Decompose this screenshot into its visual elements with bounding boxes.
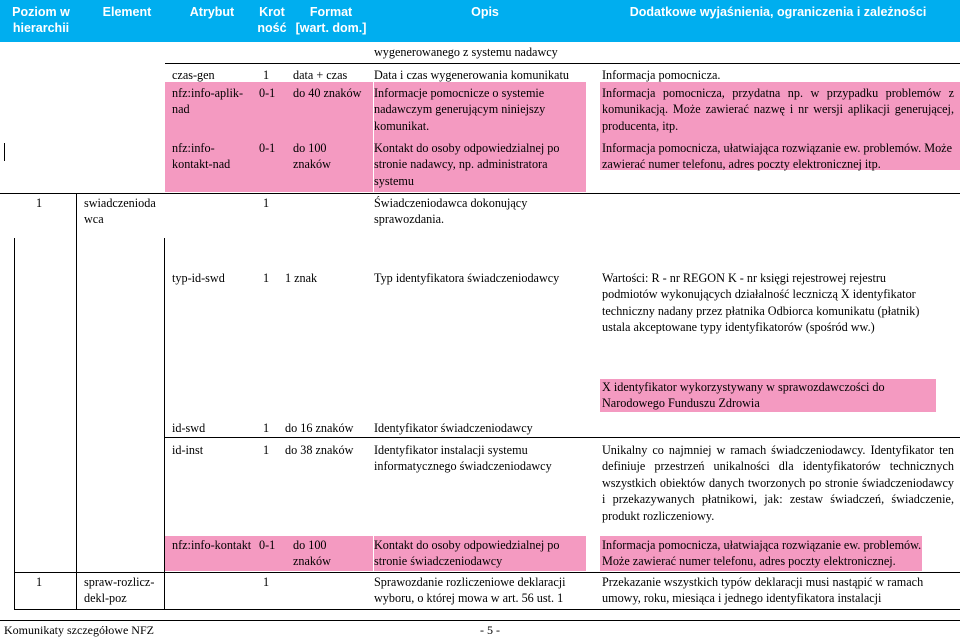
footer-rule	[0, 620, 960, 621]
desc-cell: Świadczeniodawca dokonujący sprawozdania.	[374, 196, 528, 227]
desc-cell: Data i czas wygenerowania komunikatu	[374, 68, 569, 82]
attr-cell: id-inst	[172, 443, 204, 457]
row-divider	[0, 193, 960, 194]
notes-cell: Unikalny co najmniej w ramach świadczeniodawcy. Identyfikator ten definiuje przestrzeń unikalności dla identyfikatorów technicznych wszystkich obiektów danych tworzonych po stronie świadczeniodawcy i przekazywanych płatnikowi, jak: zestaw świadczeń, świadczenie, produkt rozliczeniowy.	[602, 443, 954, 523]
attr-cell: nfz:info-aplik-nad	[172, 86, 244, 117]
level-cell: 1	[36, 196, 43, 210]
desc-cell: Kontakt do osoby odpowiedzialnej po stronie świadczeniodawcy	[374, 538, 560, 569]
desc-cell: Informacje pomocnicze o systemie nadawczym generującym niniejszy komunikat.	[374, 86, 546, 133]
col-notes: Dodatkowe wyjaśnienia, ograniczenia i zależności	[629, 5, 927, 19]
card-cell: 0-1	[259, 538, 276, 552]
element-cell: swiadczenioda wca	[84, 196, 156, 227]
attr-cell: id-swd	[172, 421, 206, 435]
format-cell: do 100 znaków	[293, 538, 331, 569]
format-cell: data + czas	[293, 68, 348, 82]
desc-cell: Typ identyfikatora świadczeniodawcy	[374, 271, 560, 285]
col-description: Opis	[471, 5, 499, 19]
desc-cell: Identyfikator świadczeniodawcy	[374, 421, 533, 435]
attr-cell: czas-gen	[172, 68, 215, 82]
attr-cell: typ-id-swd	[172, 271, 225, 285]
format-cell: 1 znak	[285, 271, 318, 285]
notes-cell: Informacja pomocnicza, ułatwiająca rozwiązanie ew. problemów. Może zawierać numer telefonu, adres poczty elektronicznej itp.	[602, 141, 952, 172]
row-divider	[165, 63, 960, 64]
notes-cell: Informacja pomocnicza.	[602, 68, 721, 82]
column-divider	[76, 193, 77, 238]
notes-cell: Informacja pomocnicza, przydatna np. w przypadku problemów z komunikacją. Może zawierać nazwę i nr wersji aplikacji generującej, producenta, itp.	[602, 86, 954, 133]
card-cell: 1	[263, 196, 270, 210]
format-cell: do 38 znaków	[285, 443, 354, 457]
col-element: Element	[102, 5, 152, 19]
notes-cell: Informacja pomocnicza, ułatwiająca rozwiązanie ew. problemów. Może zawierać numer telefonu, adres poczty elektronicznej.	[602, 538, 922, 569]
format-cell: do 16 znaków	[285, 421, 354, 435]
attr-cell: nfz:info-kontakt-nad	[172, 141, 231, 172]
table-header	[0, 0, 960, 42]
card-cell: 1	[263, 443, 270, 457]
column-divider	[76, 238, 77, 610]
level-cell: 1	[36, 575, 43, 589]
desc-cell: wygenerowanego z systemu nadawcy	[374, 45, 558, 59]
element-cell: spraw-rozlicz-dekl-poz	[84, 575, 155, 606]
desc-cell: Identyfikator instalacji systemu informatycznego świadczeniodawcy	[374, 443, 552, 474]
desc-cell: Kontakt do osoby odpowiedzialnej po stronie nadawcy, np. administratora systemu	[374, 141, 560, 188]
format-cell: do 40 znaków	[293, 86, 362, 100]
card-cell: 0-1	[259, 141, 276, 155]
desc-cell: Sprawozdanie rozliczeniowe deklaracji wyboru, o której mowa w art. 56 ust. 1	[374, 575, 566, 606]
page-number: - 5 -	[480, 623, 500, 637]
format-cell: do 100 znaków	[293, 141, 331, 172]
card-cell: 0-1	[259, 86, 276, 100]
row-divider	[165, 437, 960, 438]
footer-title: Komunikaty szczegółowe NFZ	[4, 623, 154, 637]
column-divider	[14, 238, 15, 610]
card-cell: 1	[263, 68, 270, 82]
card-cell: 1	[263, 271, 270, 285]
col-format: Format [wart. dom.]	[295, 5, 367, 35]
col-attribute: Atrybut	[189, 5, 235, 19]
change-bar	[4, 143, 5, 161]
col-hierarchy: Poziom w hierarchii	[12, 5, 70, 35]
row-divider	[14, 609, 960, 610]
col-cardinality: Krot ność	[257, 5, 287, 35]
attr-cell: nfz:info-kontakt	[172, 538, 252, 552]
card-cell: 1	[263, 421, 270, 435]
notes-cell: Przekazanie wszystkich typów deklaracji musi nastąpić w ramach umowy, roku, miesiąca i jednego identyfikatora instalacji	[602, 575, 924, 606]
card-cell: 1	[263, 575, 270, 589]
notes-highlight: X identyfikator wykorzystywany w sprawozdawczości do Narodowego Funduszu Zdrowia	[600, 379, 936, 412]
row-divider	[14, 572, 960, 573]
notes-cell: Wartości: R - nr REGON K - nr księgi rejestrowej rejestru podmiotów wykonujących działalność leczniczą X identyfikator techniczny nadany przez płatnika Odbiorca komunikatu (płatnik) ustala akceptowane typy identyfikatorów (spośród ww.)	[602, 271, 920, 335]
